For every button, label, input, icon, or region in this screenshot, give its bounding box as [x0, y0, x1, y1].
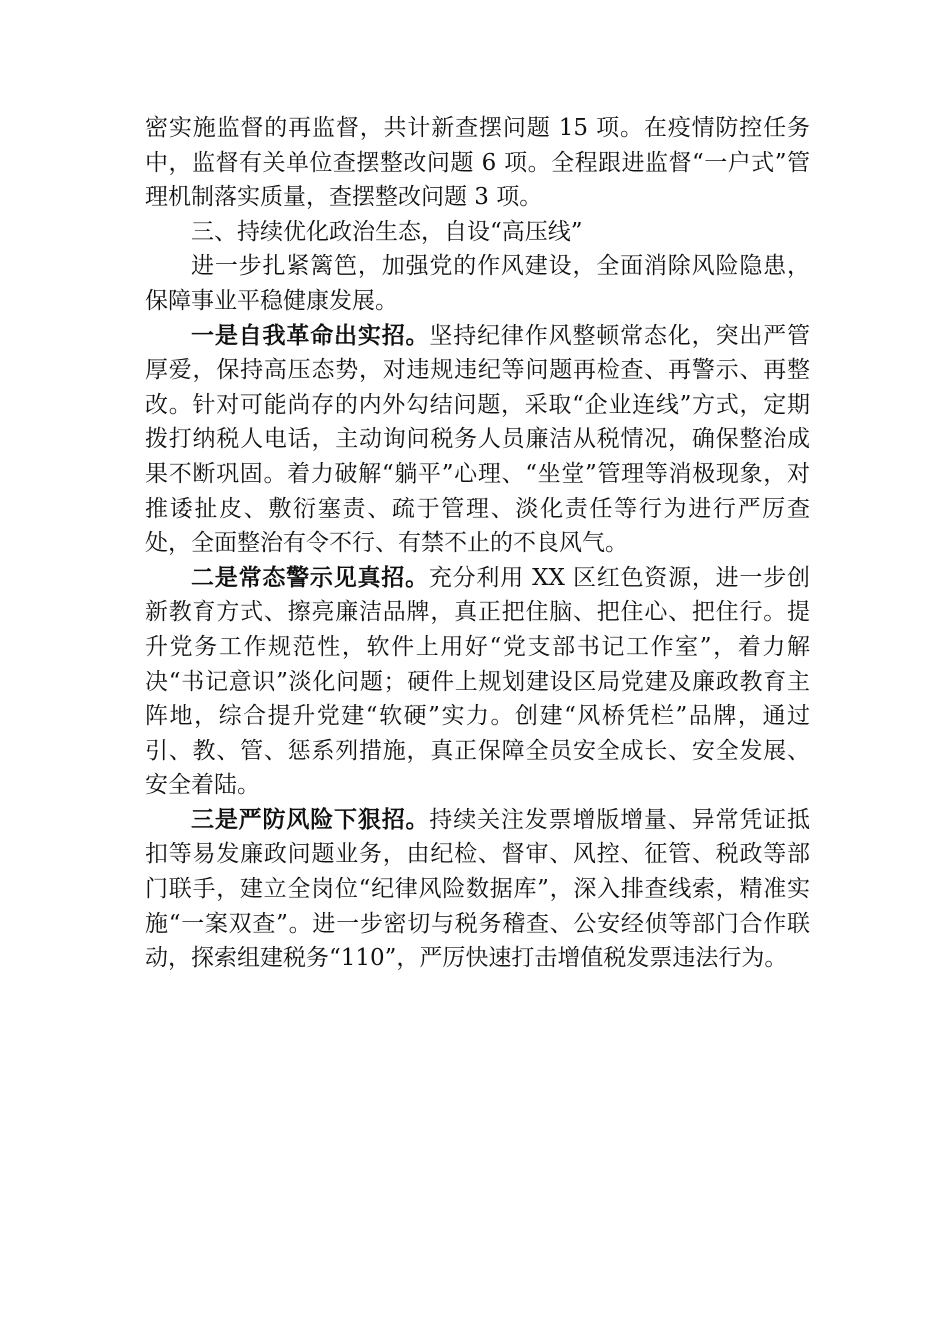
paragraph-continued: 密实施监督的再监督，共计新查摆问题 15 项。在疫情防控任务中，监督有关单位查摆整改问题 6 项。全程跟进监督“一户式”管理机制落实质量，查摆整改问题 3 项。 [145, 115, 810, 211]
section-heading: 三、持续优化政治生态，自设“高压线” [191, 218, 583, 245]
paragraph-point-2 [145, 561, 810, 803]
paragraph-intro: 进一步扎紧篱笆，加强党的作风建设，全面消除风险隐患，保障事业平稳健康发展。 [145, 253, 810, 314]
point-3-lead: 三是严防风险下狠招。 [191, 806, 430, 833]
point-3-body: 持续关注发票增版增量、异常凭证抵扣等易发廉政问题业务，由纪检、督审、风控、征管、税政等部门联手，建立全岗位“纪律风险数据库”，深入排查线索，精准实施“一案双查”。进一步密切与税务稽查、公安经侦等部门合作联动，探索组建税务“110”，严厉快速打击增值税发票违法行为。 [145, 806, 811, 972]
point-2-body: 充分利用 XX 区红色资源，进一步创新教育方式、擦亮廉洁品牌，真正把住脑、把住心、把住行。提升党务工作规范性，软件上用好“党支部书记工作室”，着力解决“书记意识”淡化问题；硬件上规划建设区局党建及廉政教育主阵地，综合提升党建“软硬”实力。创建“风桥凭栏”品牌，通过引、教、管、惩系列措施，真正保障全员安全成长、安全发展、安全着陆。 [145, 564, 811, 799]
paragraph-point-1 [145, 319, 810, 561]
paragraph-point-3 [145, 803, 810, 976]
point-2-lead: 二是常态警示见真招。 [191, 564, 429, 591]
point-1-lead: 一是自我革命出实招。 [191, 322, 430, 349]
document-page [145, 111, 810, 976]
point-1-body: 坚持纪律作风整顿常态化，突出严管厚爱，保持高压态势，对违规违纪等问题再检查、再警示、再整改。针对可能尚存的内外勾结问题，采取“企业连线”方式，定期拨打纳税人电话，主动询问税务人员廉洁从税情况，确保整治成果不断巩固。着力破解“躺平”心理、“坐堂”管理等消极现象，对推诿扯皮、敷衍塞责、疏于管理、淡化责任等行为进行严厉查处，全面整治有令不行、有禁不止的不良风气。 [145, 322, 811, 557]
